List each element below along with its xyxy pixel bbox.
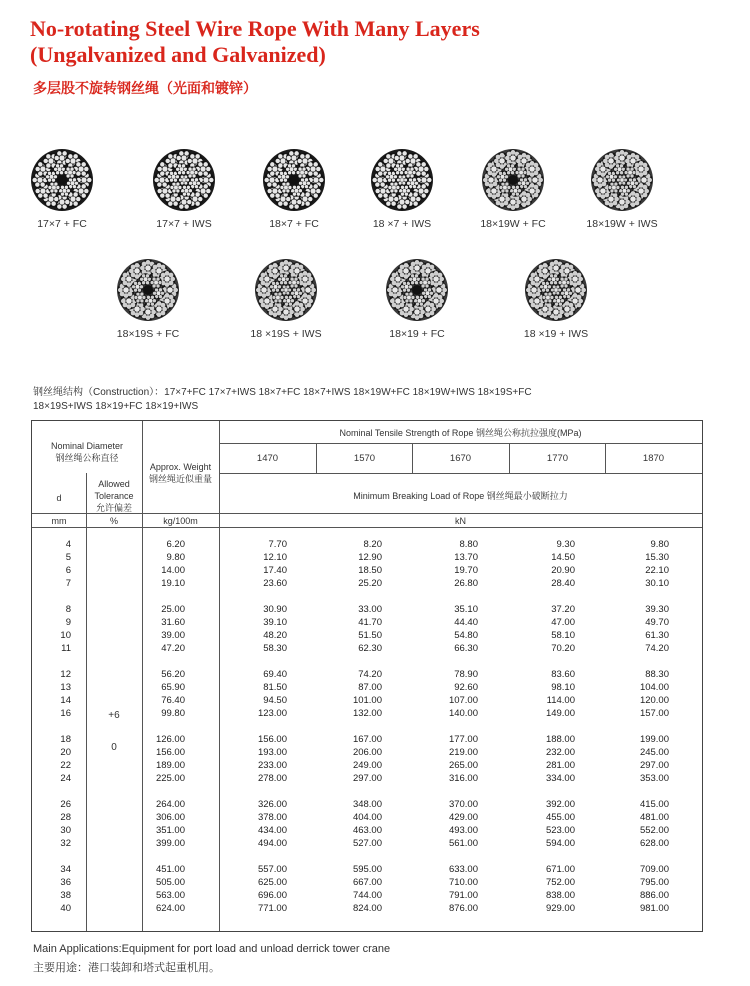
rope-construction-label: 18 ×7 + IWS xyxy=(372,218,432,230)
breaking-load-cell: 15.30 xyxy=(645,552,669,563)
breaking-load-cell: 348.00 xyxy=(352,799,382,810)
breaking-load-cell: 297.00 xyxy=(352,773,382,784)
breaking-load-cell: 25.20 xyxy=(358,578,382,589)
breaking-load-cell: 12.10 xyxy=(263,552,287,563)
weight-cell: 9.80 xyxy=(166,552,185,563)
unit-percent: % xyxy=(109,516,118,526)
rope-construction-label: 18×19W + FC xyxy=(480,218,546,230)
rope-construction-label: 18×19W + IWS xyxy=(586,218,658,230)
breaking-load-cell: 66.30 xyxy=(454,643,478,654)
breaking-load-cell: 39.30 xyxy=(645,604,669,615)
breaking-load-cell: 791.00 xyxy=(448,890,478,901)
diameter-cell: 16 xyxy=(60,708,71,719)
tolerance-label-cn: 允许偏差 xyxy=(95,503,132,513)
rope-construction-label: 18 ×19 + IWS xyxy=(523,328,589,340)
breaking-load-cell: 494.00 xyxy=(257,838,287,849)
breaking-load-cell: 710.00 xyxy=(448,877,478,888)
unit-mm: mm xyxy=(51,516,67,526)
breaking-load-cell: 149.00 xyxy=(545,708,575,719)
breaking-load-cell: 7.70 xyxy=(268,539,287,550)
unit-weight: kg/100m xyxy=(163,516,198,526)
breaking-load-cell: 101.00 xyxy=(352,695,382,706)
breaking-load-cell: 88.30 xyxy=(645,669,669,680)
diameter-cell: 8 xyxy=(65,604,71,615)
breaking-load-cell: 316.00 xyxy=(448,773,478,784)
breaking-load-cell: 107.00 xyxy=(448,695,478,706)
rope-cross-section-icon xyxy=(29,147,95,213)
rope-construction-label: 18×7 + FC xyxy=(269,218,319,230)
min-breaking-load-header: Minimum Breaking Load of Rope 钢丝绳最小破断拉力 xyxy=(353,491,568,501)
diameter-cell: 4 xyxy=(65,539,71,550)
breaking-load-cell: 35.10 xyxy=(454,604,478,615)
grade-header: 1670 xyxy=(449,453,472,464)
weight-cell: 399.00 xyxy=(155,838,185,849)
diameter-cell: 38 xyxy=(60,890,71,901)
breaking-load-cell: 23.60 xyxy=(263,578,287,589)
breaking-load-cell: 12.90 xyxy=(358,552,382,563)
breaking-load-cell: 245.00 xyxy=(639,747,669,758)
rope-cross-section-icon xyxy=(480,147,546,213)
diameter-cell: 32 xyxy=(60,838,71,849)
breaking-load-cell: 92.60 xyxy=(454,682,478,693)
breaking-load-cell: 552.00 xyxy=(639,825,669,836)
grade-header: 1470 xyxy=(256,453,279,464)
tensile-strength-header: Nominal Tensile Strength of Rope 钢丝绳公称抗拉强度(MPa) xyxy=(339,428,582,438)
breaking-load-cell: 667.00 xyxy=(352,877,382,888)
weight-cell: 563.00 xyxy=(155,890,185,901)
breaking-load-cell: 625.00 xyxy=(257,877,287,888)
breaking-load-cell: 167.00 xyxy=(352,734,382,745)
diameter-cell: 24 xyxy=(60,773,71,784)
weight-cell: 351.00 xyxy=(155,825,185,836)
weight-cell: 264.00 xyxy=(155,799,185,810)
breaking-load-cell: 69.40 xyxy=(263,669,287,680)
breaking-load-cell: 37.20 xyxy=(551,604,575,615)
weight-cell: 624.00 xyxy=(155,903,185,914)
breaking-load-cell: 20.90 xyxy=(551,565,575,576)
grade-header: 1570 xyxy=(353,453,376,464)
diameter-cell: 10 xyxy=(60,630,71,641)
rope-construction-label: 18×19S + FC xyxy=(116,328,180,340)
breaking-load-cell: 824.00 xyxy=(352,903,382,914)
breaking-load-cell: 752.00 xyxy=(545,877,575,888)
breaking-load-cell: 876.00 xyxy=(448,903,478,914)
construction-note xyxy=(33,386,723,414)
breaking-load-cell: 74.20 xyxy=(645,643,669,654)
rope-cross-section-icon xyxy=(261,147,327,213)
breaking-load-cell: 62.30 xyxy=(358,643,382,654)
weight-cell: 156.00 xyxy=(155,747,185,758)
breaking-load-cell: 455.00 xyxy=(545,812,575,823)
diameter-cell: 22 xyxy=(60,760,71,771)
breaking-load-cell: 886.00 xyxy=(639,890,669,901)
breaking-load-cell: 78.90 xyxy=(454,669,478,680)
breaking-load-cell: 671.00 xyxy=(545,864,575,875)
breaking-load-cell: 26.80 xyxy=(454,578,478,589)
breaking-load-cell: 177.00 xyxy=(448,734,478,745)
breaking-load-cell: 404.00 xyxy=(352,812,382,823)
breaking-load-cell: 74.20 xyxy=(358,669,382,680)
rope-construction-label: 18 ×19S + IWS xyxy=(250,328,322,340)
weight-cell: 451.00 xyxy=(155,864,185,875)
breaking-load-cell: 392.00 xyxy=(545,799,575,810)
breaking-load-cell: 370.00 xyxy=(448,799,478,810)
diameter-cell: 28 xyxy=(60,812,71,823)
rope-cross-section-icon xyxy=(384,257,450,323)
breaking-load-cell: 28.40 xyxy=(551,578,575,589)
nominal-diameter-header xyxy=(32,440,142,464)
breaking-load-cell: 30.90 xyxy=(263,604,287,615)
construction-line-1: 钢丝绳结构（Construction）：17×7+FC 17×7+IWS 18×7+FC 18×7+IWS 18×19W+FC 18×19W+IWS 18×19S+FC xyxy=(33,387,532,398)
breaking-load-cell: 14.50 xyxy=(551,552,575,563)
breaking-load-cell: 744.00 xyxy=(352,890,382,901)
breaking-load-cell: 47.00 xyxy=(551,617,575,628)
approx-weight-label: Approx. Weight xyxy=(149,462,212,472)
rope-construction-label: 17×7 + IWS xyxy=(156,218,212,230)
weight-cell: 31.60 xyxy=(161,617,185,628)
breaking-load-cell: 98.10 xyxy=(551,682,575,693)
breaking-load-cell: 378.00 xyxy=(257,812,287,823)
breaking-load-cell: 561.00 xyxy=(448,838,478,849)
breaking-load-cell: 8.20 xyxy=(363,539,382,550)
approx-weight-header xyxy=(142,461,219,485)
approx-weight-label-cn: 钢丝绳近似重量 xyxy=(148,474,212,484)
weight-cell: 505.00 xyxy=(155,877,185,888)
weight-cell: 225.00 xyxy=(155,773,185,784)
weight-cell: 25.00 xyxy=(161,604,185,615)
breaking-load-cell: 838.00 xyxy=(545,890,575,901)
breaking-load-cell: 527.00 xyxy=(352,838,382,849)
breaking-load-cell: 595.00 xyxy=(352,864,382,875)
weight-cell: 6.20 xyxy=(166,539,185,550)
page-title-line2: (Ungalvanized and Galvanized) xyxy=(30,42,326,67)
diameter-cell: 9 xyxy=(65,617,71,628)
diameter-cell: 11 xyxy=(61,643,71,654)
breaking-load-cell: 463.00 xyxy=(352,825,382,836)
breaking-load-cell: 8.80 xyxy=(459,539,478,550)
breaking-load-cell: 929.00 xyxy=(545,903,575,914)
rope-cross-section-icon xyxy=(115,257,181,323)
page-title-line1: No-rotating Steel Wire Rope With Many Layers xyxy=(30,16,480,41)
diameter-cell: 20 xyxy=(60,747,71,758)
breaking-load-cell: 114.00 xyxy=(546,695,575,706)
breaking-load-cell: 140.00 xyxy=(448,708,478,719)
breaking-load-cell: 206.00 xyxy=(352,747,382,758)
breaking-load-cell: 9.80 xyxy=(650,539,669,550)
weight-cell: 306.00 xyxy=(155,812,185,823)
breaking-load-cell: 415.00 xyxy=(639,799,669,810)
breaking-load-cell: 44.40 xyxy=(454,617,478,628)
breaking-load-cell: 58.30 xyxy=(263,643,287,654)
breaking-load-cell: 22.10 xyxy=(645,565,669,576)
weight-cell: 99.80 xyxy=(161,708,185,719)
breaking-load-cell: 199.00 xyxy=(639,734,669,745)
breaking-load-cell: 523.00 xyxy=(545,825,575,836)
diameter-cell: 14 xyxy=(60,695,71,706)
breaking-load-cell: 281.00 xyxy=(545,760,575,771)
weight-cell: 47.20 xyxy=(161,643,185,654)
breaking-load-cell: 18.50 xyxy=(358,565,382,576)
weight-cell: 189.00 xyxy=(155,760,185,771)
breaking-load-cell: 81.50 xyxy=(263,682,287,693)
rope-cross-section-icon xyxy=(589,147,655,213)
breaking-load-table xyxy=(31,420,703,932)
breaking-load-cell: 795.00 xyxy=(639,877,669,888)
tolerance-label-2: Tolerance xyxy=(94,491,134,501)
diameter-d-label: d xyxy=(56,493,62,503)
breaking-load-cell: 633.00 xyxy=(448,864,478,875)
breaking-load-cell: 353.00 xyxy=(639,773,669,784)
breaking-load-cell: 771.00 xyxy=(257,903,287,914)
diameter-cell: 12 xyxy=(60,669,71,680)
weight-cell: 19.10 xyxy=(161,578,185,589)
page-subtitle: 多层股不旋转钢丝绳（光面和镀锌） xyxy=(33,81,257,97)
breaking-load-cell: 61.30 xyxy=(645,630,669,641)
breaking-load-cell: 219.00 xyxy=(448,747,478,758)
diameter-cell: 7 xyxy=(65,578,71,589)
breaking-load-cell: 188.00 xyxy=(545,734,575,745)
breaking-load-cell: 54.80 xyxy=(454,630,478,641)
breaking-load-cell: 13.70 xyxy=(454,552,478,563)
rope-construction-label: 18×19 + FC xyxy=(389,328,445,340)
weight-cell: 65.90 xyxy=(161,682,185,693)
breaking-load-cell: 49.70 xyxy=(645,617,669,628)
breaking-load-cell: 51.50 xyxy=(358,630,382,641)
breaking-load-cell: 94.50 xyxy=(263,695,287,706)
diameter-cell: 18 xyxy=(60,734,71,745)
breaking-load-cell: 429.00 xyxy=(448,812,478,823)
breaking-load-cell: 265.00 xyxy=(448,760,478,771)
breaking-load-cell: 193.00 xyxy=(257,747,287,758)
rope-cross-section-icon xyxy=(253,257,319,323)
weight-cell: 14.00 xyxy=(161,565,185,576)
breaking-load-cell: 696.00 xyxy=(257,890,287,901)
diameter-cell: 13 xyxy=(60,682,71,693)
breaking-load-cell: 132.00 xyxy=(352,708,382,719)
rope-cross-section-icon xyxy=(523,257,589,323)
rope-construction-label: 17×7 + FC xyxy=(37,218,87,230)
diameter-cell: 26 xyxy=(60,799,71,810)
breaking-load-cell: 334.00 xyxy=(545,773,575,784)
diameter-cell: 30 xyxy=(60,825,71,836)
tolerance-label-1: Allowed xyxy=(98,479,130,489)
breaking-load-cell: 58.10 xyxy=(551,630,575,641)
breaking-load-cell: 434.00 xyxy=(257,825,287,836)
breaking-load-cell: 493.00 xyxy=(448,825,478,836)
diameter-cell: 36 xyxy=(60,877,71,888)
unit-kn: kN xyxy=(455,516,466,526)
breaking-load-cell: 87.00 xyxy=(358,682,382,693)
breaking-load-cell: 326.00 xyxy=(257,799,287,810)
nominal-diameter-label-cn: 钢丝绳公称直径 xyxy=(55,453,119,463)
weight-cell: 56.20 xyxy=(161,669,185,680)
breaking-load-cell: 33.00 xyxy=(358,604,382,615)
breaking-load-cell: 48.20 xyxy=(263,630,287,641)
tolerance-zero: 0 xyxy=(111,742,117,753)
breaking-load-cell: 278.00 xyxy=(257,773,287,784)
breaking-load-cell: 19.70 xyxy=(454,565,478,576)
grade-header: 1870 xyxy=(642,453,665,464)
breaking-load-cell: 156.00 xyxy=(257,734,287,745)
grade-header: 1770 xyxy=(546,453,569,464)
breaking-load-cell: 557.00 xyxy=(257,864,287,875)
breaking-load-cell: 981.00 xyxy=(639,903,669,914)
breaking-load-cell: 481.00 xyxy=(639,812,669,823)
diameter-cell: 5 xyxy=(65,552,71,563)
breaking-load-cell: 123.00 xyxy=(257,708,287,719)
weight-cell: 76.40 xyxy=(161,695,185,706)
main-applications-cn: 主要用途：港口装卸和塔式起重机用。 xyxy=(33,962,220,974)
construction-line-2: 18×19S+IWS 18×19+FC 18×19+IWS xyxy=(33,401,199,412)
breaking-load-cell: 41.70 xyxy=(358,617,382,628)
breaking-load-cell: 39.10 xyxy=(263,617,287,628)
breaking-load-cell: 709.00 xyxy=(639,864,669,875)
diameter-cell: 34 xyxy=(60,864,71,875)
breaking-load-cell: 120.00 xyxy=(639,695,669,706)
breaking-load-cell: 83.60 xyxy=(551,669,575,680)
breaking-load-cell: 9.30 xyxy=(556,539,575,550)
main-applications-en: Main Applications:Equipment for port load and unload derrick tower crane xyxy=(33,943,391,955)
breaking-load-cell: 233.00 xyxy=(257,760,287,771)
rope-cross-section-icon xyxy=(369,147,435,213)
breaking-load-cell: 594.00 xyxy=(545,838,575,849)
tolerance-header xyxy=(86,478,142,514)
breaking-load-cell: 232.00 xyxy=(545,747,575,758)
breaking-load-cell: 70.20 xyxy=(551,643,575,654)
breaking-load-cell: 30.10 xyxy=(645,578,669,589)
rope-cross-section-icon xyxy=(151,147,217,213)
weight-cell: 126.00 xyxy=(155,734,185,745)
breaking-load-cell: 628.00 xyxy=(639,838,669,849)
diameter-cell: 40 xyxy=(60,903,71,914)
nominal-diameter-label: Nominal Diameter xyxy=(50,441,124,451)
breaking-load-cell: 297.00 xyxy=(639,760,669,771)
breaking-load-cell: 17.40 xyxy=(263,565,287,576)
weight-cell: 39.00 xyxy=(161,630,185,641)
breaking-load-cell: 157.00 xyxy=(639,708,669,719)
diameter-cell: 6 xyxy=(65,565,71,576)
tolerance-plus: +6 xyxy=(108,710,120,721)
breaking-load-cell: 104.00 xyxy=(639,682,669,693)
breaking-load-cell: 249.00 xyxy=(352,760,382,771)
